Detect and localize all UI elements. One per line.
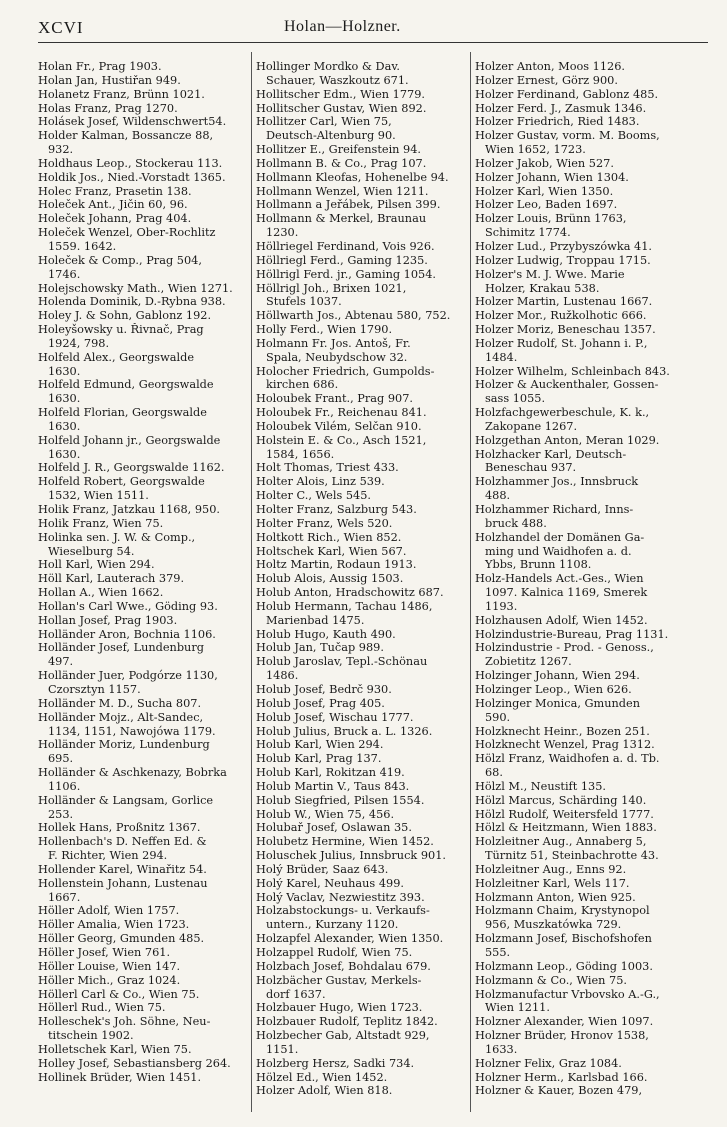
directory-entry-line: Holz-Handels Act.-Ges., Wien (475, 572, 644, 586)
directory-entry-line: Hollitscher Edm., Wien 1779. (256, 87, 425, 101)
directory-entry-line: Holzer's M. J. Wwe. Marie (475, 267, 625, 281)
directory-entry-line: dorf 1637. (266, 987, 326, 1001)
directory-entry-line: Holejschowsky Math., Wien 1271. (38, 281, 233, 295)
directory-entry-line: Holzer Louis, Brünn 1763, (475, 212, 627, 226)
directory-entry-line: 1230. (266, 226, 299, 240)
directory-entry-line: Holub Hugo, Kauth 490. (256, 627, 396, 641)
directory-entry-line: Holter Franz, Salzburg 543. (256, 503, 417, 516)
directory-entry-line: Holub Karl, Wien 294. (256, 738, 384, 752)
directory-entry-line: Hollenbach's D. Neffen Ed. & (38, 835, 207, 849)
directory-entry-line: 1630. (48, 364, 81, 378)
directory-entry-line: Holoubek Fr., Reichenau 841. (256, 406, 427, 420)
directory-entry-line: Holec Franz, Prasetin 138. (38, 184, 192, 198)
directory-entry-line: Höllwarth Jos., Abtenau 580, 752. (256, 309, 451, 323)
directory-entry-line: Holländer M. D., Sucha 807. (38, 696, 202, 710)
directory-entry-line: kirchen 686. (266, 378, 339, 392)
directory-entry-line: Holub Anton, Hradschowitz 687. (256, 586, 444, 600)
directory-entry-line: 1106. (48, 779, 81, 793)
directory-entry-line: Holik Franz, Jatzkau 1168, 950. (38, 503, 220, 516)
directory-entry-line: 1630. (48, 419, 81, 433)
directory-entry-line: Holub Karl, Rokitzan 419. (256, 766, 405, 780)
directory-entry-line: Holas Franz, Prag 1270. (38, 101, 178, 115)
directory-entry-line: Holzmann Anton, Wien 925. (475, 890, 636, 904)
directory-entry-line: Holzabstockungs- u. Verkaufs- (256, 904, 430, 918)
directory-entry-line: 555. (485, 946, 511, 959)
directory-entry-line: Holzer Ludwig, Troppau 1715. (475, 253, 651, 267)
directory-entry-line: Holzinger Johann, Wien 294. (475, 669, 640, 683)
directory-entry-line: Holzmann Chaim, Krystynopol (475, 904, 650, 918)
directory-entry-line: Holtschek Karl, Wien 567. (256, 544, 407, 558)
directory-entry-line: Holoubek Frant., Prag 907. (256, 392, 413, 406)
directory-entry-line: Holzner Herm., Karlsbad 166. (475, 1070, 648, 1084)
directory-entry-line: Holzhammer Richard, Inns- (475, 503, 634, 516)
directory-entry-line: Holoubek Vilém, Selčan 910. (256, 419, 422, 433)
directory-entry-line: Hollan Josef, Prag 1903. (38, 613, 178, 627)
directory-entry-line: Hollmann B. & Co., Prag 107. (256, 156, 427, 170)
directory-entry-line: Holzer Ernest, Görz 900. (475, 73, 618, 87)
directory-entry-line: Holan Jan, Hustiřan 949. (38, 73, 181, 87)
directory-entry-line: Holzer & Auckenthaler, Gossen- (475, 378, 659, 392)
directory-entry-line: Holenda Dominik, D.-Rybna 938. (38, 295, 226, 309)
directory-entry-line: F. Richter, Wien 294. (48, 849, 168, 863)
directory-entry-line: Holter Franz, Wels 520. (256, 516, 393, 530)
directory-entry-line: Höllrigl Ferd. jr., Gaming 1054. (256, 267, 437, 281)
directory-entry-line: Holzer Adolf, Wien 818. (256, 1084, 393, 1098)
page-number: XCVI (38, 18, 84, 37)
directory-entry-line: 1532, Wien 1511. (48, 489, 149, 503)
directory-entry-line: Hölzl M., Neustift 135. (475, 779, 607, 793)
directory-entry-line: 1667. (48, 890, 81, 904)
directory-entry-line: 1097. Kalnica 1169, Smerek (485, 586, 648, 600)
directory-entry-line: Holub Jan, Tučap 989. (256, 641, 384, 655)
directory-entry-line: Wien 1211. (485, 1001, 550, 1015)
directory-entry-line: Holzer Gustav, vorm. M. Booms, (475, 129, 660, 143)
directory-entry-line: Holub Jaroslav, Tepl.-Schönau (256, 655, 428, 669)
directory-entry-line: Holub Hermann, Tachau 1486, (256, 599, 433, 613)
directory-entry-line: Hollmann Kleofas, Hohenelbe 94. (256, 170, 449, 184)
directory-entry-line: Holzindustrie - Prod. - Genoss., (475, 641, 654, 655)
directory-entry-line: Holzer Anton, Moos 1126. (475, 60, 626, 73)
directory-entry-line: Holzer Friedrich, Ried 1483. (475, 115, 640, 129)
directory-entry-line: Holzner Felix, Graz 1084. (475, 1056, 622, 1070)
directory-entry-line: Holý Vaclav, Nezwiestitz 393. (256, 890, 425, 904)
directory-entry-line: Holub Siegfried, Pilsen 1554. (256, 793, 425, 807)
column-middle (256, 60, 472, 1098)
directory-entry-line: Holtz Martin, Rodaun 1913. (256, 558, 417, 572)
directory-entry-line: Spala, Neubydschow 32. (266, 350, 408, 364)
directory-entry-line: Holuschek Julius, Innsbruck 901. (256, 849, 446, 863)
directory-entry-line: Beneschau 937. (485, 461, 577, 475)
directory-entry-line: Holfeld Florian, Georgswalde (38, 406, 207, 420)
directory-entry-line: Hollender Karel, Winařitz 54. (38, 862, 207, 876)
directory-entry-line: Holländer Juer, Podgórze 1130, (38, 669, 218, 683)
directory-entry-line: 1630. (48, 392, 81, 406)
directory-entry-line: Holzer Ferd. J., Zasmuk 1346. (475, 101, 647, 115)
directory-entry-line: Holzer Rudolf, St. Johann i. P., (475, 336, 648, 350)
directory-entry-line: Holzbächer Gustav, Merkels- (256, 973, 422, 987)
directory-entry-line: Holfeld J. R., Georgswalde 1162. (38, 461, 225, 475)
directory-entry-line: bruck 488. (485, 516, 547, 530)
directory-entry-line: Holmann Fr. Jos. Antoš, Fr. (256, 336, 411, 350)
directory-entry-line: Höll Karl, Lauterach 379. (38, 572, 185, 586)
column-right (475, 60, 691, 1098)
directory-entry-line: 695. (48, 752, 74, 766)
directory-entry-line: Hollmann a Jeřábek, Pilsen 399. (256, 198, 441, 212)
directory-entry-line: Höller Adolf, Wien 1757. (38, 904, 180, 918)
directory-entry-line: Holländer & Aschkenazy, Bobrka (38, 766, 227, 780)
directory-entry-line: Holzmanufactur Vrbovsko A.-G., (475, 987, 660, 1001)
directory-entry-line: Holik Franz, Wien 75. (38, 516, 164, 530)
directory-entry-line: Holzleitner Aug., Enns 92. (475, 862, 627, 876)
directory-entry-line: Holzer Ferdinand, Gablonz 485. (475, 87, 659, 101)
directory-entry-line: untern., Kurzany 1120. (266, 918, 399, 932)
directory-entry-line: Holzner Alexander, Wien 1097. (475, 1015, 654, 1029)
directory-entry-line: Holländer Josef, Lundenburg (38, 641, 204, 655)
directory-entry-line: Holubetz Hermine, Wien 1452. (256, 835, 434, 849)
directory-entry-line: 1134, 1151, Nawojówa 1179. (48, 724, 216, 738)
directory-entry-line: Holzhausen Adolf, Wien 1452. (475, 613, 648, 627)
directory-entry-line: Holý Karel, Neuhaus 499. (256, 876, 404, 890)
directory-entry-line: 1924, 798. (48, 336, 110, 350)
directory-entry-line: Holfeld Alex., Georgswalde (38, 350, 195, 364)
directory-entry-line: 1151. (266, 1042, 299, 1056)
directory-entry-line: titschein 1902. (48, 1029, 134, 1043)
directory-entry-line: Holzer Martin, Lustenau 1667. (475, 295, 653, 309)
directory-entry-line: 1559. 1642. (48, 239, 117, 253)
directory-entry-line: Hollan's Carl Wwe., Göding 93. (38, 599, 218, 613)
directory-entry-line: Holfeld Johann jr., Georgswalde (38, 433, 221, 447)
directory-entry-line: 590. (485, 710, 511, 724)
directory-entry-line: 1746. (48, 267, 81, 281)
directory-entry-line: Holub Josef, Bedrč 930. (256, 682, 392, 696)
directory-entry-line: Holub W., Wien 75, 456. (256, 807, 395, 821)
directory-entry-line: Holtkott Rich., Wien 852. (256, 530, 402, 544)
directory-entry-line: Holzer Leo, Baden 1697. (475, 198, 618, 212)
directory-entry-line: Holter C., Wels 545. (256, 489, 372, 503)
directory-entry-line: Holzinger Monica, Gmunden (475, 696, 640, 710)
directory-entry-line: Holstein E. & Co., Asch 1521, (256, 433, 427, 447)
directory-entry-line: Holzberg Hersz, Sadki 734. (256, 1056, 415, 1070)
directory-entry-line: Holzmann Leop., Göding 1003. (475, 959, 653, 973)
page-title: Holan—Holzner. (284, 18, 401, 35)
directory-entry-line: Höller Amalia, Wien 1723. (38, 918, 190, 932)
directory-entry-line: Hollan A., Wien 1662. (38, 586, 164, 600)
directory-entry-line: Holleschek's Joh. Söhne, Neu- (38, 1015, 211, 1029)
directory-entry-line: Holzmann Josef, Bischofshofen (475, 932, 652, 946)
directory-entry-line: Hollmann Wenzel, Wien 1211. (256, 184, 429, 198)
directory-entry-line: Holzer Mor., Ružkolhotic 666. (475, 309, 647, 323)
directory-entry-line: Holzleitner Karl, Wels 117. (475, 876, 630, 890)
directory-entry-line: Schauer, Waszkoutz 671. (266, 73, 409, 87)
directory-entry-line: Holländer Mojz., Alt-Sandec, (38, 710, 204, 724)
directory-entry-line: Holeyšowsky u. Řivnač, Prag (38, 323, 204, 337)
directory-entry-line: Holley Josef, Sebastiansberg 264. (38, 1056, 231, 1070)
directory-entry-line: Holländer & Langsam, Gorlice (38, 793, 214, 807)
directory-entry-line: Holder Kalman, Bossancze 88, (38, 129, 214, 143)
directory-entry-line: Höllerl Carl & Co., Wien 75. (38, 987, 200, 1001)
directory-entry-line: Holub Josef, Prag 405. (256, 696, 385, 710)
directory-entry-line: Holub Julius, Bruck a. L. 1326. (256, 724, 433, 738)
directory-entry-line: 488. (485, 489, 511, 503)
directory-entry-line: Holzapfel Alexander, Wien 1350. (256, 932, 444, 946)
directory-entry-line: Marienbad 1475. (266, 613, 365, 627)
directory-entry-line: Holub Martin V., Taus 843. (256, 779, 410, 793)
directory-entry-line: Holásek Josef, Wildenschwert54. (38, 115, 227, 129)
directory-entry-line: Holl Karl, Wien 294. (38, 558, 155, 572)
directory-entry-line: Hollenstein Johann, Lustenau (38, 876, 208, 890)
directory-entry-line: Holzer Moriz, Beneschau 1357. (475, 323, 656, 337)
directory-entry-line: Holub Josef, Wischau 1777. (256, 710, 414, 724)
directory-entry-line: Hollitzer Carl, Wien 75, (256, 115, 392, 129)
directory-entry-line: Holzbauer Hugo, Wien 1723. (256, 1001, 423, 1015)
directory-entry-line: Höllriegel Ferdinand, Vois 926. (256, 239, 435, 253)
directory-entry-line: Hölzl & Heitzmann, Wien 1883. (475, 821, 657, 835)
directory-entry-line: 497. (48, 655, 74, 669)
directory-entry-line: Holzknecht Wenzel, Prag 1312. (475, 738, 655, 752)
directory-entry-line: Holzinger Leop., Wien 626. (475, 682, 632, 696)
directory-entry-line: Türnitz 51, Steinbachrotte 43. (485, 849, 659, 863)
directory-entry-line: Höller Louise, Wien 147. (38, 959, 181, 973)
directory-entry-line: Holey J. & Sohn, Gablonz 192. (38, 309, 212, 323)
directory-entry-line: Holfeld Robert, Georgswalde (38, 475, 205, 489)
directory-entry-line: Höller Georg, Gmunden 485. (38, 932, 205, 946)
directory-entry-line: Holeček Johann, Prag 404. (38, 212, 192, 226)
directory-entry-line: 68. (485, 766, 503, 780)
directory-entry-line: Wieselburg 54. (48, 544, 135, 558)
directory-entry-line: Zakopane 1267. (485, 419, 578, 433)
directory-entry-line: Holzhandel der Domänen Ga- (475, 530, 645, 544)
directory-entry-line: Hollitzer E., Greifenstein 94. (256, 143, 422, 157)
directory-entry-line: Holinka sen. J. W. & Comp., (38, 530, 196, 544)
directory-entry-line: 1630. (48, 447, 81, 461)
directory-entry-line: Höller Mich., Graz 1024. (38, 973, 181, 987)
directory-entry-line: Holter Alois, Linz 539. (256, 475, 385, 489)
directory-entry-line: Holzleitner Aug., Annaberg 5, (475, 835, 647, 849)
directory-entry-line: Hollitscher Gustav, Wien 892. (256, 101, 427, 115)
directory-entry-line: Holzgethan Anton, Meran 1029. (475, 433, 660, 447)
directory-entry-line: Holzer Karl, Wien 1350. (475, 184, 614, 198)
directory-entry-line: Holzer Johann, Wien 1304. (475, 170, 629, 184)
directory-entry-line: Holanetz Franz, Brünn 1021. (38, 87, 205, 101)
directory-entry-line: Holub Karl, Prag 137. (256, 752, 382, 766)
directory-entry-line: Holländer Aron, Bochnia 1106. (38, 627, 216, 641)
directory-entry-line: Holeček Wenzel, Ober-Rochlitz (38, 226, 216, 240)
directory-entry-line: Ybbs, Brunn 1108. (485, 558, 592, 572)
directory-entry-line: Hölzel Ed., Wien 1452. (256, 1070, 388, 1084)
directory-entry-line: 1193. (485, 599, 518, 613)
directory-entry-line: 1486. (266, 669, 299, 683)
directory-entry-line: Hölzl Marcus, Schärding 140. (475, 793, 647, 807)
directory-entry-line: Holzer Lud., Przybyszówka 41. (475, 239, 652, 253)
directory-entry-line: Hölzl Rudolf, Weitersfeld 1777. (475, 807, 654, 821)
directory-entry-line: Hollinek Brüder, Wien 1451. (38, 1070, 202, 1084)
directory-entry-line: Holly Ferd., Wien 1790. (256, 323, 393, 337)
directory-entry-line: Hollmann & Merkel, Braunau (256, 212, 427, 226)
directory-entry-line: Holzhammer Jos., Innsbruck (475, 475, 639, 489)
directory-entry-line: Holdhaus Leop., Stockerau 113. (38, 156, 223, 170)
directory-entry-line: Holzmann & Co., Wien 75. (475, 973, 628, 987)
directory-entry-line: Stufels 1037. (266, 295, 342, 309)
directory-entry-line: Holzer, Krakau 538. (485, 281, 600, 295)
directory-entry-line: 932. (48, 143, 74, 157)
directory-entry-line: Holländer Moriz, Lundenburg (38, 738, 210, 752)
directory-entry-line: ming und Waidhofen a. d. (485, 544, 632, 558)
directory-entry-line: Holý Brüder, Saaz 643. (256, 862, 389, 876)
header-rule (38, 42, 708, 43)
directory-entry-line: Wien 1652, 1723. (485, 143, 586, 157)
directory-entry-line: Holzner Brüder, Hronov 1538, (475, 1029, 649, 1043)
directory-entry-line: Holzer Wilhelm, Schleinbach 843. (475, 364, 670, 378)
directory-entry-line: Holub Alois, Aussig 1503. (256, 572, 404, 586)
directory-entry-line: Holocher Friedrich, Gumpolds- (256, 364, 435, 378)
column-left (38, 60, 254, 1084)
directory-entry-line: Holzbauer Rudolf, Teplitz 1842. (256, 1015, 438, 1029)
directory-entry-line: Holzappel Rudolf, Wien 75. (256, 946, 413, 959)
directory-entry-line: Höller Josef, Wien 761. (38, 946, 171, 959)
directory-entry-line: 253. (48, 807, 74, 821)
directory-entry-line: 1633. (485, 1042, 518, 1056)
directory-entry-line: Holzbecher Gab, Altstadt 929, (256, 1029, 430, 1043)
directory-entry-line: Hollinger Mordko & Dav. (256, 60, 400, 73)
directory-entry-line: Hollek Hans, Proßnitz 1367. (38, 821, 201, 835)
directory-entry-line: Deutsch-Altenburg 90. (266, 129, 396, 143)
directory-entry-line: Holzhacker Karl, Deutsch- (475, 447, 627, 461)
directory-entry-line: Holzknecht Heinr., Bozen 251. (475, 724, 650, 738)
directory-entry-line: Holzfachgewerbeschule, K. k., (475, 406, 650, 420)
directory-entry-line: 1484. (485, 350, 518, 364)
directory-entry-line: Czorsztyn 1157. (48, 682, 141, 696)
directory-entry-line: 1584, 1656. (266, 447, 335, 461)
directory-entry-line: 956, Muszkatówka 729. (485, 918, 622, 932)
directory-entry-line: Holt Thomas, Triest 433. (256, 461, 399, 475)
directory-entry-line: Holfeld Edmund, Georgswalde (38, 378, 214, 392)
directory-entry-line: Holan Fr., Prag 1903. (38, 60, 162, 73)
directory-entry-line: Holeček Ant., Jičin 60, 96. (38, 198, 188, 212)
directory-entry-line: Schimitz 1774. (485, 226, 571, 240)
directory-entry-line: Hölzl Franz, Waidhofen a. d. Tb. (475, 752, 660, 766)
directory-entry-line: Holzindustrie-Bureau, Prag 1131. (475, 627, 669, 641)
directory-entry-line: Holzer Jakob, Wien 527. (475, 156, 614, 170)
directory-entry-line: Höllriegl Ferd., Gaming 1235. (256, 253, 428, 267)
directory-entry-line: Holletschek Karl, Wien 75. (38, 1042, 192, 1056)
directory-entry-line: Zobietitz 1267. (485, 655, 572, 669)
directory-entry-line: Holdik Jos., Nied.-Vorstadt 1365. (38, 170, 226, 184)
directory-entry-line: Holeček & Comp., Prag 504, (38, 253, 202, 267)
directory-entry-line: Holubař Josef, Oslawan 35. (256, 821, 412, 835)
directory-entry-line: sass 1055. (485, 392, 546, 406)
directory-entry-line: Holzner & Kauer, Bozen 479, (475, 1084, 643, 1098)
directory-entry-line: Holzbach Josef, Bohdalau 679. (256, 959, 431, 973)
directory-entry-line: Höllrigl Joh., Brixen 1021, (256, 281, 407, 295)
directory-entry-line: Höllerl Rud., Wien 75. (38, 1001, 166, 1015)
